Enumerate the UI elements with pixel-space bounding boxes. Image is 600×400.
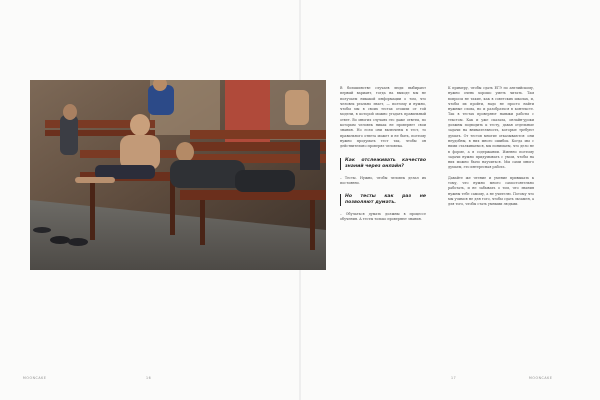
footer-brand-right: MOONCAKE: [529, 376, 553, 380]
article-column-right: [448, 86, 534, 208]
page-number-left: 16: [146, 376, 152, 380]
paragraph: В большинстве случаев люди выбирают первый вариант, тогда на выходе мы не получаем никакой информации о том, что человек реально знает, — поэтому и нужно, чтобы мы в своих тестах отошли от той модели, в которой можно угадать правильный ответ. Во многих случаях это даже ответы, по которым человек никак не проверяет свои знания. Но если они включены в тест, то правильного ответа может и не быть, поэтому нужно продумать тест так, чтобы он действительно проверял человека.: [340, 86, 426, 149]
pull-question: [340, 158, 426, 170]
question-text: Но тесты как раз не позволяют думать.: [345, 194, 426, 206]
feature-photo: [30, 80, 326, 270]
paragraph: Давайте же чтение и умение привыкать к тому, что нужно много самостоятельно работать, и не забывать о том, что знания нужны тебе самому, а не учителю. Потому что мы учимся не для того, чтобы сдать экзамен, а для того, чтобы стать умными людьми.: [448, 175, 534, 207]
footer-brand-left: MOONCAKE: [23, 376, 47, 380]
page-number-right: 17: [451, 376, 457, 380]
question-text: Как отслеживать качество знаний через онлайн?: [345, 157, 426, 169]
pull-question: [340, 194, 426, 206]
paragraph: К примеру, чтобы сдать ЕГЭ по английскому, нужно очень хорошо уметь читать. Там вопросы не такие, как в советских школах, и, чтобы их пройти, надо не просто найти нужные слова, но и разобраться в контексте. Так в тестах проверяют навыки работы с текстом. Как и уже сказала, онлайн-уроки должны подводить к тесту, давая отдельные задачи на внимательность, которые требуют думать. От тестов многие отказываются: они неудобны, в них много ошибок. Когда мы с ними сталкиваемся, мы понимаем, что дело не в форме, а в содержании. Именно поэтому задачи нужно придумывать с умом, чтобы на них можно было научиться. Мы сами много думаем, это интересная работа.: [448, 86, 534, 170]
answer-text: – Обучаться думать должны в процессе обучения. А тесты только проверяют знания.: [340, 212, 426, 222]
answer-text: – Тесты. Нужно, чтобы человек делал их постоянно.: [340, 175, 426, 185]
article-column-left: [340, 86, 426, 223]
photo-people-resting-icon: [30, 80, 326, 270]
